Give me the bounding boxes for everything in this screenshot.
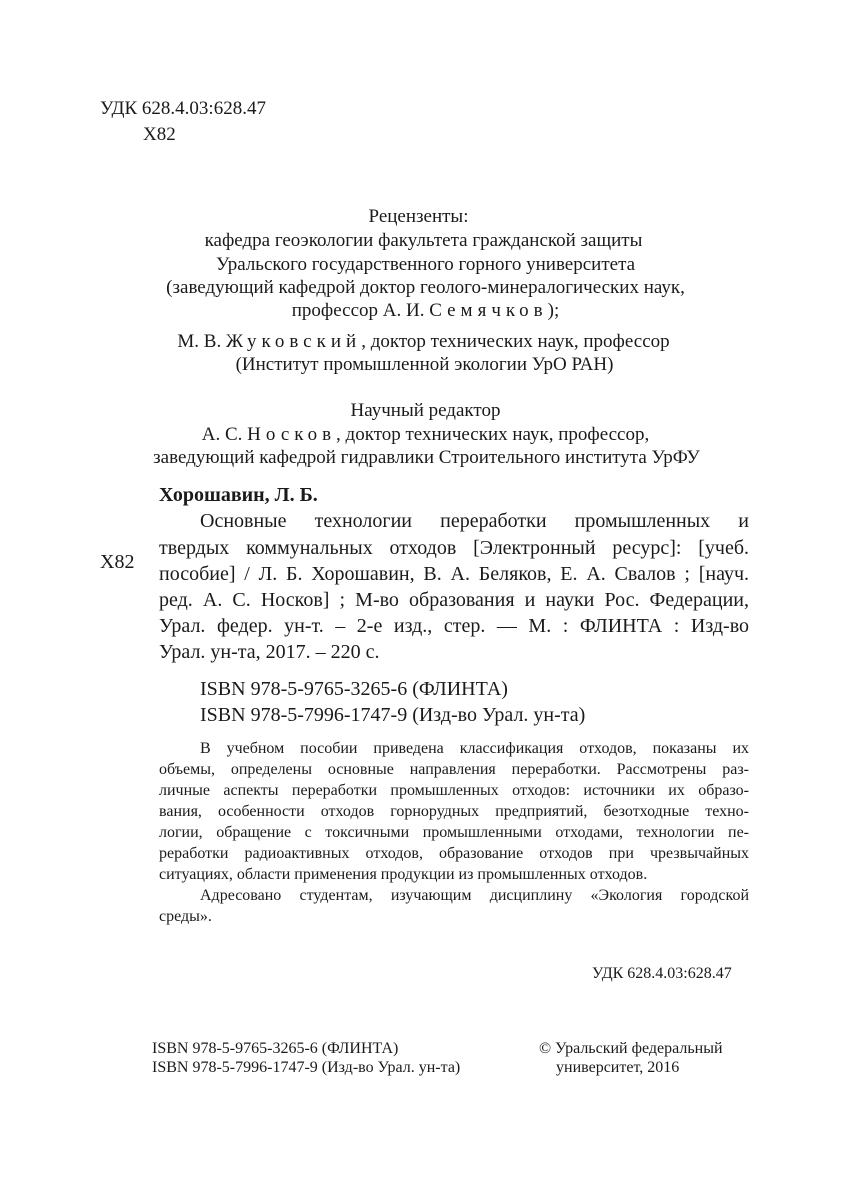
entry-isbn: ISBN 978-5-9765-3265-6 (ФЛИНТА): [200, 678, 508, 700]
annotation-line: логии, обращение с токсичными промышленными отходами, технологии пе-: [159, 824, 749, 841]
reviewer-person-suffix: , доктор технических наук, профессор: [361, 331, 670, 352]
annotation-line: вания, особенности отходов горнорудных предприятий, безотходные техно-: [159, 803, 749, 820]
reviewer-person-org: (Институт промышленной экологии УрО РАН): [235, 354, 614, 375]
entry-author: Хорошавин, Л. Б.: [159, 484, 318, 506]
reviewers-org-line: (заведующий кафедрой доктор геолого-минералогических наук,: [166, 277, 685, 298]
annotation-line: реработки радиоактивных отходов, образование отходов при чрезвычайных: [159, 845, 749, 862]
udk-bottom: УДК 628.4.03:628.47: [592, 965, 732, 982]
entry-line: Основные технологии переработки промышленных и: [200, 510, 749, 532]
entry-line: твердых коммунальных отходов [Электронный ресурс]: [учеб.: [159, 537, 749, 559]
reviewers-org-line: Уральского государственного горного университета: [215, 254, 636, 275]
entry-isbn: ISBN 978-5-7996-1747-9 (Изд-во Урал. ун-та): [200, 704, 586, 726]
reviewers-org-head: [0, 300, 854, 322]
entry-line: Урал. ун-та, 2017. – 220 с.: [159, 641, 380, 663]
reviewers-org-line: кафедра геоэкологии факультета гражданской защиты: [204, 230, 643, 251]
copyright-line: университет, 2016: [556, 1059, 680, 1076]
footer-isbn: ISBN 978-5-7996-1747-9 (Изд-во Урал. ун-та): [152, 1059, 461, 1076]
annotation-line: В учебном пособии приведена классификация отходов, показаны их: [200, 740, 749, 757]
reviewers-org-head-suffix: );: [547, 300, 560, 321]
reviewer-person-name: Жуковский: [225, 331, 362, 352]
editor-line: [0, 424, 854, 446]
annotation-audience: среды».: [159, 908, 212, 925]
editor-prefix: А. С.: [201, 424, 248, 445]
annotation-line: ситуациях, области применения продукции из промышленных отходов.: [159, 866, 648, 883]
reviewer-person-prefix: М. В.: [177, 331, 226, 352]
annotation-line: объемы, определены основные направления переработки. Рассмотрены раз-: [159, 761, 749, 778]
entry-line: ред. А. С. Носков] ; М-во образования и науки Рос. Федерации,: [159, 589, 749, 611]
editor-suffix: , доктор технических наук, профессор,: [336, 424, 650, 445]
entry-code: Х82: [100, 551, 135, 573]
entry-line: пособие] / Л. Б. Хорошавин, В. А. Беляков, Е. А. Свалов ; [науч.: [159, 563, 749, 585]
reviewers-heading: Рецензенты:: [368, 206, 469, 227]
reviewers-org-head-prefix: профессор А. И.: [291, 300, 430, 321]
editor-position: заведующий кафедрой гидравлики Строительного института УрФУ: [153, 447, 700, 468]
editor-heading: Научный редактор: [350, 400, 501, 421]
entry-line: Урал. федер. ун-т. – 2-е изд., стер. — М. : ФЛИНТА : Изд-во: [159, 615, 749, 637]
reviewers-org-head-name: Семячков: [429, 300, 548, 321]
annotation-audience: Адресовано студентам, изучающим дисциплину «Экология городской: [200, 887, 749, 904]
code-top: Х82: [143, 124, 176, 145]
udk-top: УДК 628.4.03:628.47: [100, 98, 266, 119]
footer-isbn: ISBN 978-5-9765-3265-6 (ФЛИНТА): [152, 1040, 399, 1057]
copyright-line: © Уральский федеральный: [539, 1040, 723, 1057]
annotation-line: личные аспекты переработки промышленных отходов: источники их образо-: [159, 782, 749, 799]
editor-name: Носков: [247, 424, 337, 445]
reviewer-person: [0, 331, 852, 353]
